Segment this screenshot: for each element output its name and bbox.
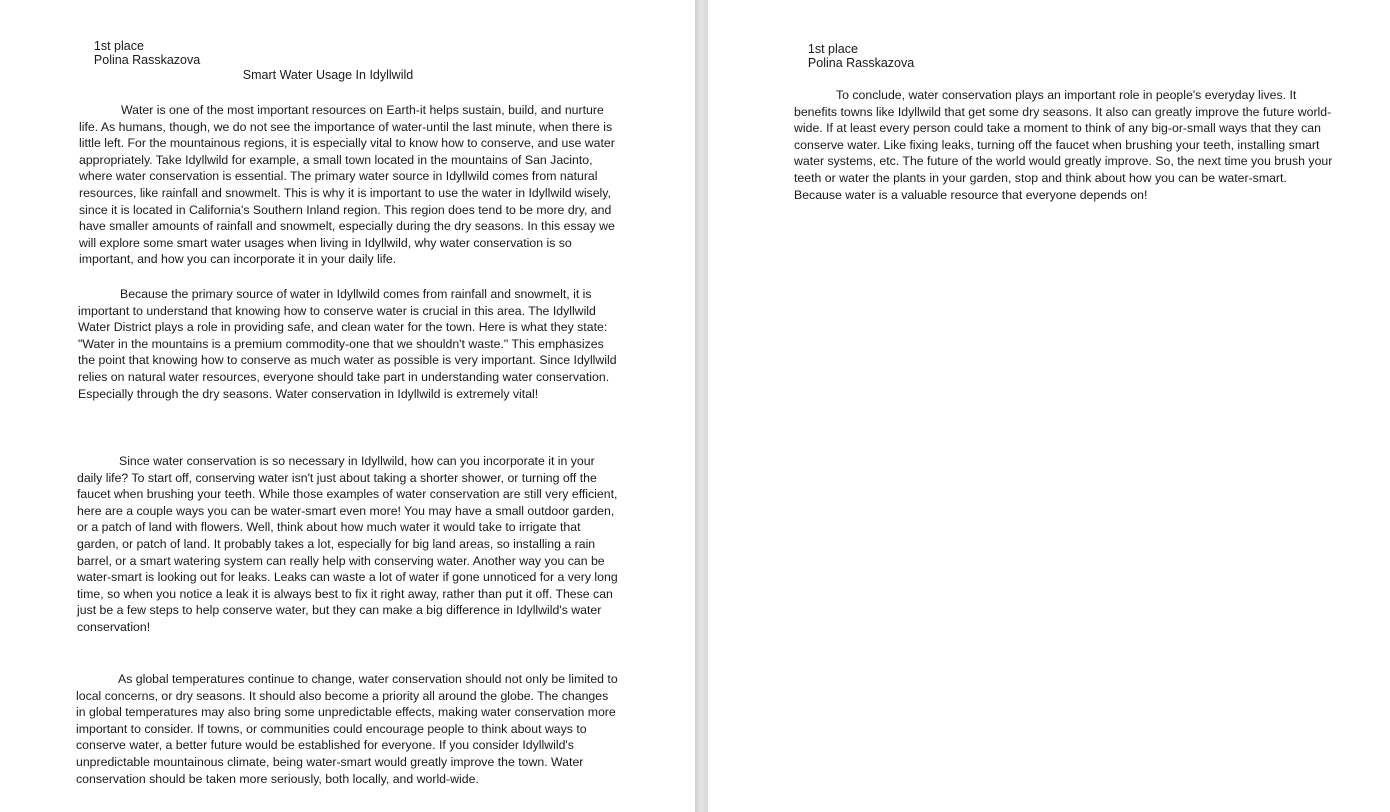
essay-title: Smart Water Usage In Idyllwild bbox=[242, 68, 414, 82]
paragraph-body-3: As global temperatures continue to change, water conservation should not only be limited to local concerns, or dry seasons. It should also become a priority all around the globe. The changes in global temperatures may also bring some unpredictable effects, making water conservation more important to consider. If towns, or communities could encourage people to think about ways to conserve water, a better future would be established for everyone. If you consider Idyllwild's unpredictable mountainous climate, being water-smart would greatly improve the town. Water conservation should be taken more seriously, both locally, and world-wide. bbox=[76, 672, 618, 786]
page-header bbox=[794, 28, 914, 84]
author-name: Polina Rasskazova bbox=[93, 53, 201, 67]
paragraph-body-2: Since water conservation is so necessary in Idyllwild, how can you incorporate it in your daily life? To start off, conserving water isn't just about taking a shorter shower, or turning off the faucet when brushing your teeth. While those examples of water conservation are still very efficient, here are a couple ways you can be water-smart even more! You may have a small outdoor garden, or a patch of land with flowers. Well, think about how much water it would take to irrigate that garden, or patch of land. It probably takes a lot, especially for big land areas, so installing a rain barrel, or a smart watering system can really help with conserving water. Another way you can be water-smart is looking out for leaks. Leaks can waste a lot of water if gone unnoticed for a very long time, so when you notice a leak it is always best to fix it right away, rather than put it off. These can just be a few steps to help conserve water, but they can make a big difference in Idyllwild's water conservation! bbox=[77, 454, 618, 634]
paragraph-body-1: Because the primary source of water in Idyllwild comes from rainfall and snowmelt, it is important to understand that knowing how to conserve water is crucial in this area. The Idyllwild Water District plays a role in providing safe, and clean water for the town. Here is what they state: "Water in the mountains is a premium commodity-one that we shouldn't waste." This emphasizes the point that knowing how to conserve as much water as possible is very important. Since Idyllwild relies on natural water resources, everyone should take part in understanding water conservation. Especially through the dry seasons. Water conservation in Idyllwild is extremely vital! bbox=[78, 287, 617, 401]
paragraph-conclusion: To conclude, water conservation plays an important role in people's everyday lives. It benefits towns like Idyllwild that get some dry seasons. It also can greatly improve the future world-wide. If at least every person could take a moment to think of any big-or-small ways that they can conserve water. Like fixing leaks, turning off the faucet when brushing your teeth, installing smart water systems, etc. The future of the world would greatly improve. So, the next time you brush your teeth or water the plants in your garden, stop and think about how you can be water-smart. Because water is a valuable resource that everyone depends on! bbox=[794, 88, 1333, 202]
placement-label: 1st place bbox=[93, 39, 144, 53]
paragraph-introduction: Water is one of the most important resources on Earth-it helps sustain, build, and nurture life. As humans, though, we do not see the importance of water-until the last minute, when there is little left. For the mountainous regions, it is especially vital to know how to conserve, and use water appropriately. Take Idyllwild for example, a small town located in the mountains of San Jacinto, where water conservation is essential. The primary water source in Idyllwild comes from natural resources, like rainfall and snowmelt. This is why it is important to use the water in Idyllwild wisely, since it is located in California's Southern Inland region. This region does tend to be more dry, and have smaller amounts of rainfall and snowmelt, especially during the dry seasons. In this essay we will explore some smart water usages when living in Idyllwild, why water conservation is so important, and how you can incorporate it in your daily life. bbox=[79, 103, 615, 267]
page-divider bbox=[695, 0, 708, 812]
placement-label: 1st place bbox=[807, 42, 858, 56]
author-name: Polina Rasskazova bbox=[807, 56, 915, 70]
document-page-2 bbox=[708, 0, 1390, 812]
